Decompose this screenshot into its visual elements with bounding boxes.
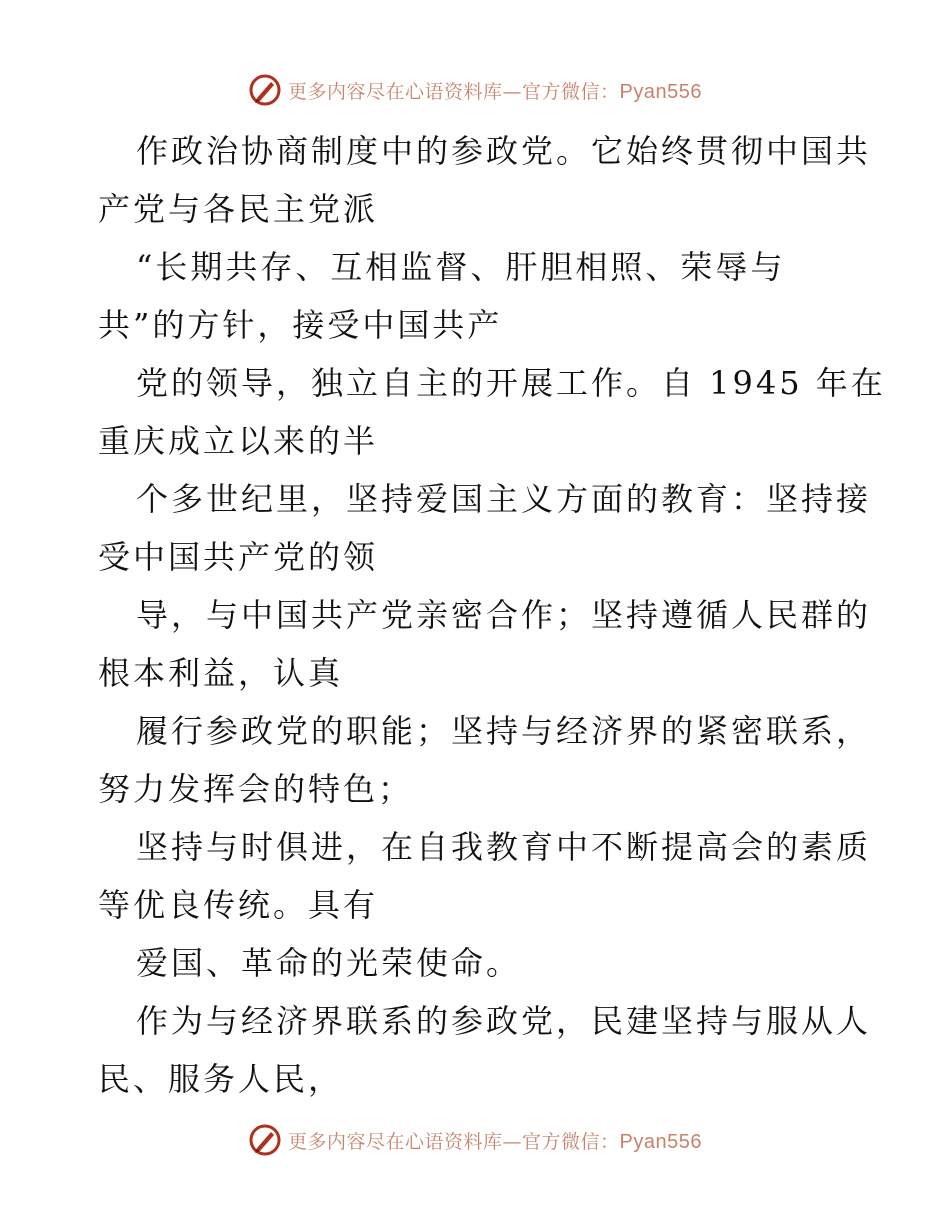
watermark-text: 更多内容尽在心语资料库—官方微信：Pyan556 [288, 1130, 702, 1153]
text-line: 产党与各民主党派 [98, 190, 379, 228]
text-line: 爱国、革命的光荣使命。 [136, 944, 522, 982]
text-line: 受中国共产党的领 [98, 538, 379, 576]
pen-logo-icon [248, 73, 282, 107]
text-line: 民、服务人民， [98, 1060, 344, 1098]
text-line: 党的领导，独立自主的开展工作。自 1945 年在 [136, 364, 886, 402]
watermark-text: 更多内容尽在心语资料库—官方微信：Pyan556 [288, 80, 702, 103]
watermark-footer [0, 1120, 950, 1160]
text-line: 等优良传统。具有 [98, 886, 379, 924]
text-line: 个多世纪里，坚持爱国主义方面的教育：坚持接 [136, 480, 872, 518]
text-line: “长期共存、互相监督、肝胆相照、荣辱与 [136, 248, 786, 286]
text-line: 努力发挥会的特色； [98, 770, 414, 808]
watermark-header [0, 70, 950, 110]
text-line: 导，与中国共产党亲密合作；坚持遵循人民群的 [136, 596, 872, 634]
text-line: 作政治协商制度中的参政党。它始终贯彻中国共 [136, 132, 872, 170]
text-line: 重庆成立以来的半 [98, 422, 379, 460]
document-body [98, 122, 886, 1108]
text-line: 根本利益，认真 [98, 654, 344, 692]
text-line: 坚持与时俱进，在自我教育中不断提高会的素质 [136, 828, 872, 866]
watermark-wechat-id: Pyan556 [619, 80, 702, 103]
text-line: 作为与经济界联系的参政党，民建坚持与服从人 [136, 1002, 872, 1040]
watermark-wechat-id: Pyan556 [619, 1130, 702, 1153]
text-line: 共”的方针，接受中国共产 [98, 306, 503, 344]
pen-logo-icon [248, 1123, 282, 1157]
text-line: 履行参政党的职能；坚持与经济界的紧密联系， [136, 712, 872, 750]
